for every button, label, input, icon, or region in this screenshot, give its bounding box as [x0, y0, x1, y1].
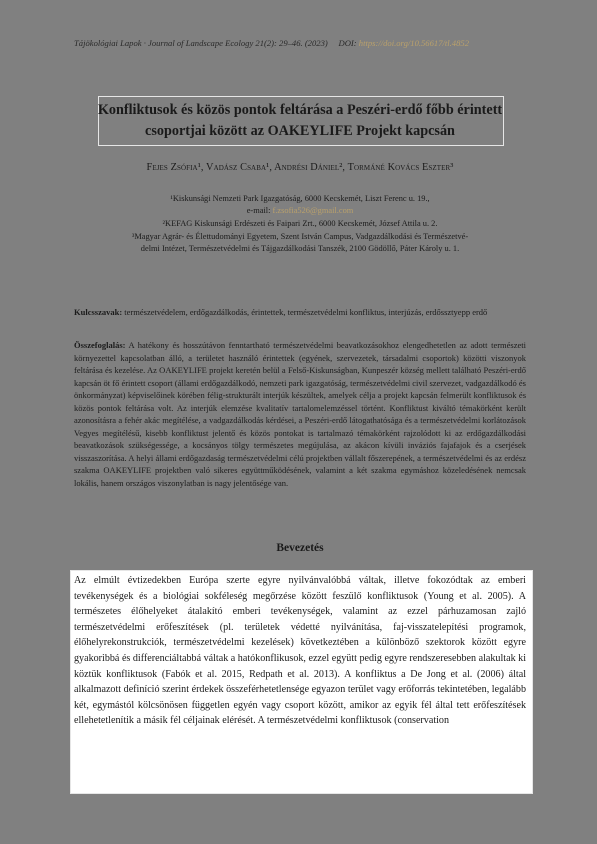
email-link[interactable]: f.zsofia526@gmail.com	[272, 206, 354, 215]
abstract	[74, 339, 526, 489]
email-label: e-mail:	[246, 206, 271, 215]
affiliation-3-line-2: delmi Intézet, Természetvédelmi és Tájgazdálkodási Tanszék, 2100 Gödöllő, Páter Károly u. 1.	[140, 244, 460, 253]
section-heading: Bevezetés	[276, 542, 324, 554]
title-line-2: csoportjai között az OAKEYLIFE Projekt kapcsán	[145, 123, 455, 139]
affiliation-2: ²KEFAG Kiskunsági Erdészeti és Faipari Zrt., 6000 Kecskemét, József Attila u. 2.	[162, 219, 438, 228]
affiliation-3-line-1: ³Magyar Agrár- és Élettudományi Egyetem, Szent István Campus, Vadgazdálkodási és Természetvé-	[131, 232, 469, 241]
doi-link[interactable]: https://doi.org/10.56617/tl.4852	[358, 38, 469, 48]
doi-label: DOI:	[338, 38, 357, 48]
affiliation-1: ¹Kiskunsági Nemzeti Park Igazgatóság, 6000 Kecskemét, Liszt Ferenc u. 19.,	[170, 194, 430, 203]
abstract-text: A hatékony és hosszútávon fenntartható természetvédelmi beavatkozásokhoz elengedhetetlen az adott természeti környezettel kapcsolatban álló, a területet használó érintettek (egyének, szervezetek, társadalmi csoportok) közötti viszonyok feltárása és kezelése. Az OAKEYLIFE projekt keretén belül a Felső-Kiskunságban, Kunpeszér község mellett található Peszéri-erdő kapcsán öt fő érintett csoport (állami erdőgazdálkodó, nemzeti park igazgatóság, természetvédelmi civil szervezet, vadgazdálkodó és önkormányzat) képviselőinek körében félig-strukturált interjúk készültek, amelyek célja a projekt kapcsán felmerült konfliktusok és közös pontok feltárása volt. Az interjúk elemzése kvalitatív tartalomelemzéssel történt. Konfliktust kiváltó témakörként került azonosításra a fehér akác megítélése, a vadgazdálkodás kérdései, a Peszéri-erdő látogathatósága és a természetvédelmi korlátozások Vegyes megítélésű, kisebb konfliktust jelentő és közös pontokat is tartalmazó témakörként rajzolódott ki az erdőgazdálkodási beavatkozások szükségessége, a kocsányos tölgy természetes megújulása, az akácon kívüli inváziós fajafajok és a cserjések visszaszorítása. A helyi állami erdőgazdaság természetvédelmi célú projektben vállalt főszerepének, a természetvédelmi és az erdész szakma OAKEYLIFE projektben való sikeres együttműködésének, valamint a két szakma egymáshoz közeledésének nemcsak lokális, hanem országos viszonylatban is nagy jelentősége van.	[74, 340, 527, 488]
keywords-label: Kulcsszavak:	[74, 307, 123, 317]
journal-citation: Tájökológiai Lapok · Journal of Landscape Ecology 21(2): 29–46. (2023)	[74, 38, 328, 48]
keywords-text: természetvédelem, erdőgazdálkodás, érintettek, természetvédelmi konfliktus, interjúzás, erdőssztyepp erdő	[124, 307, 488, 317]
title-line-1: Konfliktusok és közös pontok feltárása a Peszéri-erdő főbb érintett	[97, 102, 503, 118]
email-line	[74, 205, 526, 217]
paper-title	[74, 100, 526, 142]
abstract-label: Összefoglalás:	[74, 340, 126, 350]
running-header	[74, 38, 534, 48]
intro-paragraph: Az elmúlt évtizedekben Európa szerte egyre nyilvánvalóbbá váltak, illetve fokozódtak az emberi tevékenységek és a biológiai sokféleség megőrzése között feszülő konfliktusok (Young et al. 2005). A természetes élőhelyeket átalakító emberi tevékenységek, valamint az ezzel párhuzamosan zajló természetvédelmi erőfeszítések (pl. területek védetté nyilvánítása, faj-visszatelepítési programok, élőhelyrekonstrukciók, természetvédelmi kezelések) következtében a különböző szektorok között egyre gyakoribbá és differenciáltabbá váltak a hatókonflikusok, ezzel együtt pedig egyre rendszeresebben alakultak ki köztük konfliktusok (Fabók et al. 2015, Redpath et al. 2013). A konfliktus a De Jong et al. (2006) által alkalmazott definíció szerint érdekek összeférhetetlensége egyazon terület vagy erőforrás tekintetében, legalább két, egymástól kölcsönösen független egyén vagy csoport között, amikor az egyik fél által tett erőfeszítések ellehetetlenítik a másik fél céljainak elérését. A természetvédelmi konfliktusok (conservation	[74, 575, 526, 727]
keywords	[74, 306, 526, 319]
author-list: Fejes Zsófia¹, Vadász Csaba¹, Andrési Dániel², Tormáné Kovács Eszter³	[146, 162, 454, 173]
